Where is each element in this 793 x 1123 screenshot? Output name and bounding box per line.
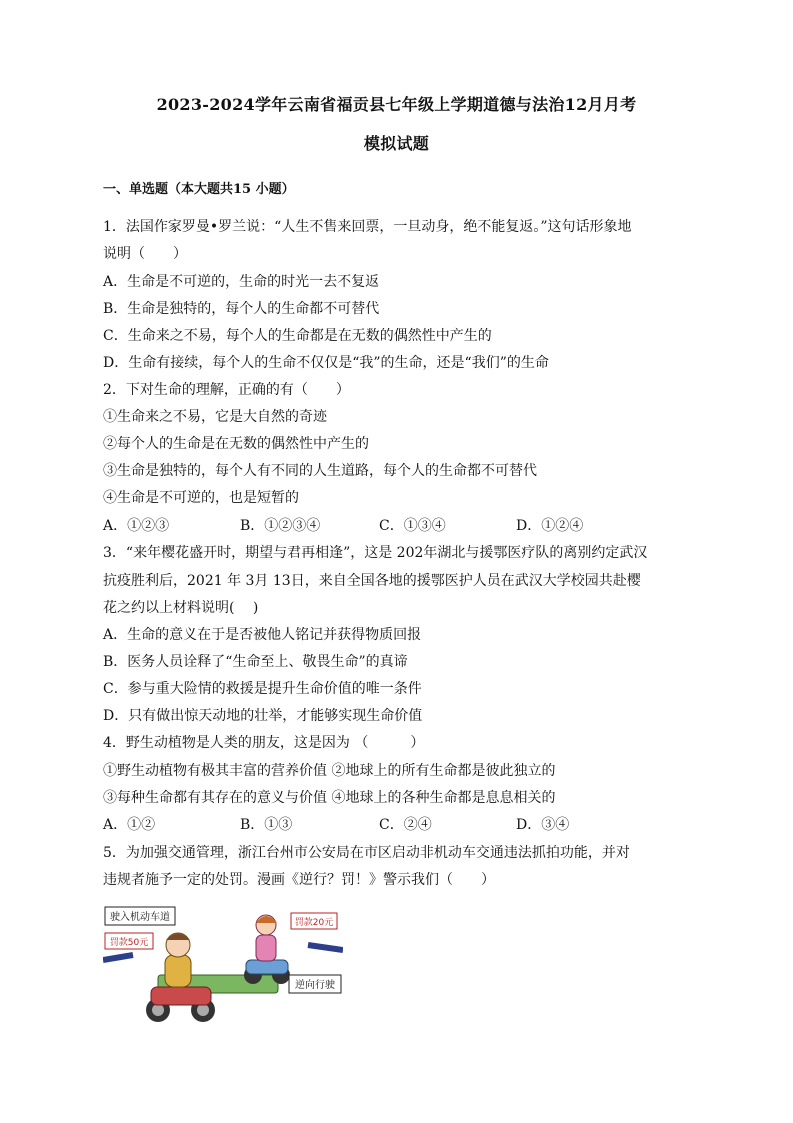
q2-statement-3: ③生命是独特的，每个人有不同的人生道路，每个人的生命都不可替代	[103, 463, 537, 479]
scooter-1	[146, 987, 215, 1022]
rider-1	[165, 933, 191, 987]
sign4-text: 逆向行驶	[295, 980, 335, 991]
q4-statements-3-4: ③每种生命都有其存在的意义与价值 ④地球上的各种生命都是息息相关的	[103, 790, 556, 806]
q2-statement-2: ②每个人的生命是在无数的偶然性中产生的	[103, 436, 369, 452]
q4-option-b: B．①③	[240, 817, 293, 833]
q5-stem-line1: 5．为加强交通管理，浙江台州市公安局在市区启动非机动车交通违法抓拍功能，并对	[103, 845, 630, 861]
q3-option-b: B．医务人员诠释了“生命至上、敬畏生命”的真谛	[103, 654, 408, 670]
q1-option-b: B．生命是独特的，每个人的生命都不可替代	[103, 301, 380, 317]
q1-option-a: A．生命是不可逆的，生命的时光一去不复返	[103, 274, 380, 290]
sign3-text: 罚款20元	[294, 918, 334, 928]
q1-stem-line2: 说明（ ）	[103, 246, 187, 262]
q4-option-a: A．①②	[103, 817, 156, 833]
sign-fine-50	[105, 933, 153, 949]
q3-stem-line2: 抗疫胜利后，2021 年 3月 13日，来自全国各地的援鄂医护人员在武汉大学校园共赴樱	[103, 573, 641, 589]
q2-option-b: B．①②③④	[240, 518, 321, 534]
q4-stem: 4．野生动植物是人类的朋友，这是因为 （ ）	[103, 735, 425, 751]
sign2-text: 罚款50元	[109, 938, 149, 948]
exam-title-line1: 2023-2024学年云南省福贡县七年级上学期道德与法治12月月考	[156, 95, 637, 114]
exam-title-line2: 模拟试题	[363, 134, 430, 153]
cartoon-illustration	[103, 905, 343, 1030]
q2-option-a: A．①②③	[103, 518, 170, 534]
q3-option-a: A．生命的意义在于是否被他人铭记并获得物质回报	[103, 627, 422, 643]
sign-wrong-way	[289, 975, 341, 993]
sign-drive-in-motor-lane	[105, 907, 175, 925]
q2-statement-4: ④生命是不可逆的，也是短暂的	[103, 490, 299, 506]
section-heading: 一、单选题（本大题共15 小题）	[103, 182, 295, 197]
q3-option-c: C．参与重大险情的救援是提升生命价值的唯一条件	[103, 681, 422, 697]
q1-stem-line1: 1．法国作家罗曼•罗兰说：“人生不售来回票，一旦动身，绝不能复返。”这句话形象地	[103, 219, 632, 235]
sign1-text: 驶入机动车道	[110, 912, 170, 923]
q4-statements-1-2: ①野生动植物有极其丰富的营养价值 ②地球上的所有生命都是彼此独立的	[103, 763, 556, 779]
q2-stem: 2．下对生命的理解，正确的有（ ）	[103, 382, 350, 398]
sign-fine-20	[291, 913, 337, 929]
q2-option-c: C．①③④	[379, 518, 446, 534]
q2-option-d: D．①②④	[516, 518, 584, 534]
q2-statement-1: ①生命来之不易，它是大自然的奇迹	[103, 409, 327, 425]
q3-option-d: D．只有做出惊天动地的壮举，才能够实现生命价值	[103, 708, 423, 724]
q4-option-c: C．②④	[379, 817, 432, 833]
q4-option-d: D．③④	[516, 817, 570, 833]
pointing-arm-left	[103, 955, 133, 960]
pointing-arm-right	[308, 945, 343, 950]
q3-stem-line3: 花之约以上材料说明( )	[103, 600, 259, 616]
q1-option-d: D．生命有接续，每个人的生命不仅仅是“我”的生命，还是“我们”的生命	[103, 355, 549, 371]
q1-option-c: C．生命来之不易，每个人的生命都是在无数的偶然性中产生的	[103, 328, 492, 344]
q3-stem-line1: 3．“来年樱花盛开时，期望与君再相逢”，这是 202年湖北与援鄂医疗队的离别约定武汉	[103, 545, 648, 561]
rider-2	[256, 915, 277, 961]
q5-stem-line2: 违规者施予一定的处罚。漫画《逆行？罚！》警示我们（ ）	[103, 872, 495, 888]
